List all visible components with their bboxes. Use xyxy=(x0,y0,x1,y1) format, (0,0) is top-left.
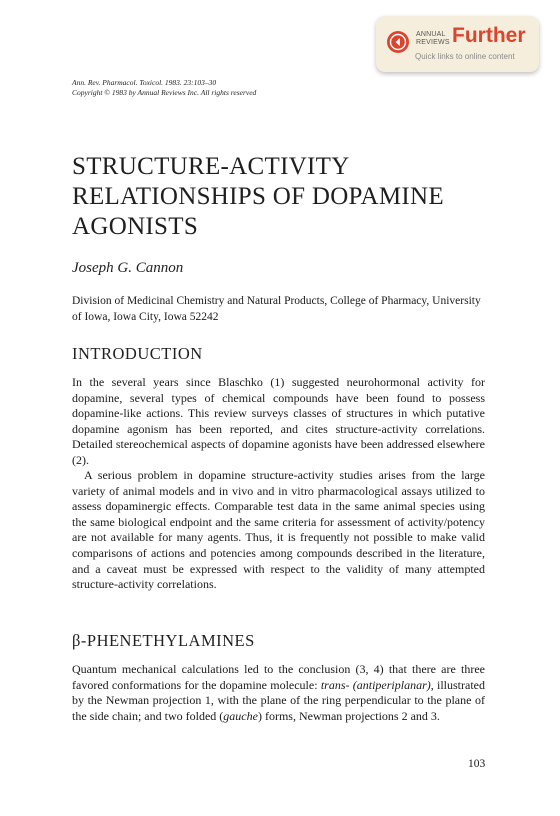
section-heading-introduction: INTRODUCTION xyxy=(72,344,203,363)
journal-citation xyxy=(72,78,256,98)
citation-line-2: Copyright © 1983 by Annual Reviews Inc. All rights reserved xyxy=(72,88,257,97)
author-affiliation: Division of Medicinal Chemistry and Natural Products, College of Pharmacy, University of Iowa, Iowa City, Iowa 52242 xyxy=(72,295,481,323)
citation-line-1: Ann. Rev. Pharmacol. Toxicol. 1983. 23:103–30 xyxy=(72,78,217,87)
annual-reviews-brand: ANNUAL REVIEWS xyxy=(416,31,450,46)
further-label: Further xyxy=(452,24,526,47)
page-number: 103 xyxy=(468,758,486,770)
article-title: STRUCTURE-ACTIVITY RELATIONSHIPS OF DOPAMINE AGONISTS xyxy=(72,153,444,240)
section-heading-phenethylamines: β-PHENETHYLAMINES xyxy=(72,631,255,650)
phenethylamines-paragraph: Quantum mechanical calculations led to the conclusion (3, 4) that there are three favored conformations for the dopamine molecule: trans- (antiperiplanar), illustrated by the Newman projection 1, with the plane of the ring perpendicular to the plane of the side chain; and two folded (gauche) forms, Newman projections 2 and 3. xyxy=(72,662,485,723)
further-badge[interactable] xyxy=(376,16,539,72)
further-subtitle: Quick links to online content xyxy=(415,52,515,61)
intro-paragraph-1: In the several years since Blaschko (1) suggested neurohormonal activity for dopamine, several types of chemical compounds have been found to possess dopamine-like actions. This review surveys classes of structures in which putative dopamine agonism has been reported, and cites structure-activity correlations. Detailed stereochemical aspects of dopamine agonists have been addressed elsewhere (2). xyxy=(72,375,485,467)
term-gauche: gauche xyxy=(223,708,258,723)
author-name: Joseph G. Cannon xyxy=(72,260,184,276)
term-trans-antiperiplanar: trans- (antiperiplanar) xyxy=(320,677,431,692)
play-button-icon xyxy=(386,30,410,54)
intro-paragraph-2: A serious problem in dopamine structure-activity studies arises from the large variety of animal models and in vivo and in vitro pharmacological assays utilized to assess dopaminergic effects. Comparable test data in the same animal species using the same biological endpoint and the same criteria for assessment of activity/potency are not available for many agents. Thus, it is frequently not possible to make valid comparisons of actions and potencies among compounds described in the literature, and a caveat must be expressed with respect to the validity of many attempted structure-activity correlations. xyxy=(72,468,485,592)
